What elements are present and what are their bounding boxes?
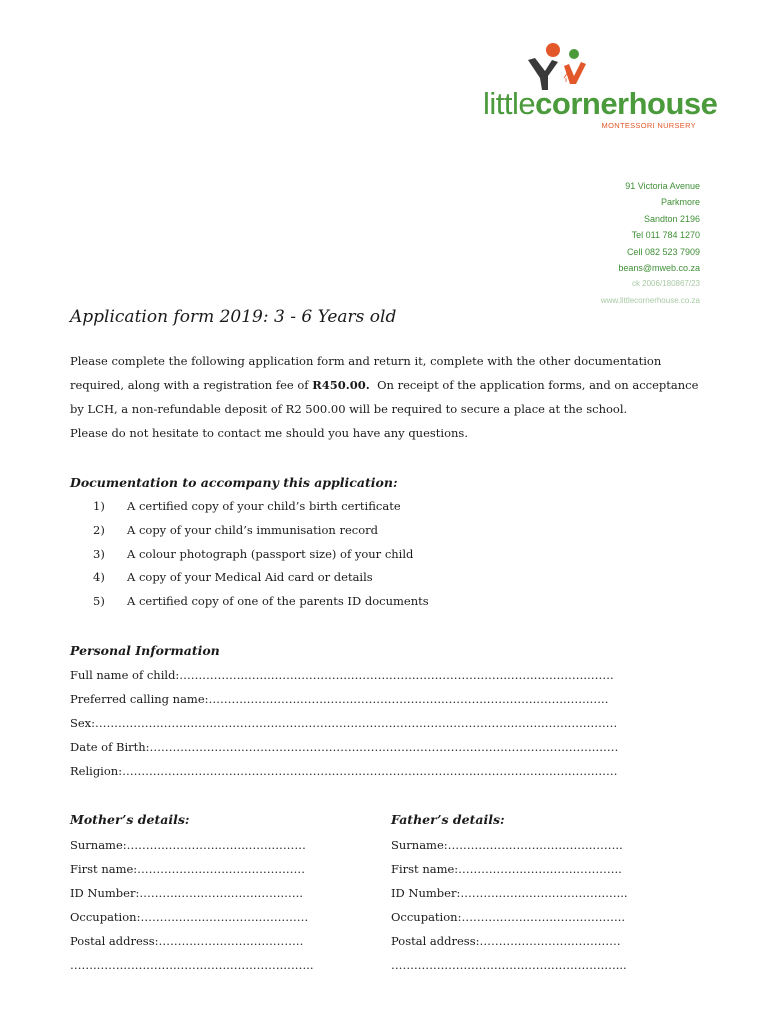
mother-details-fields: [70, 833, 314, 977]
list-item: [70, 566, 429, 590]
logo-head-green-icon: [569, 49, 579, 59]
religion-field[interactable]: Religion:……….…….…….…….…….……….…….…….…….……….…….…….……….…….…….…….……: [70, 764, 618, 778]
list-item: [70, 495, 429, 519]
father-postal-address-field[interactable]: Postal address:……….…….…….…….……: [391, 934, 621, 948]
mother-occupation-field[interactable]: Occupation:……….…….…….…….…….……: [70, 910, 309, 924]
mother-first-name-field[interactable]: First name:……….…….…….…….…….……: [70, 862, 305, 876]
list-item: [70, 543, 429, 567]
list-item: [70, 590, 429, 614]
address-block: [601, 178, 700, 309]
mother-postal-address-line-2[interactable]: …….…….…….…….…….…….…….…….……..: [70, 958, 314, 972]
address-suburb: Parkmore: [660, 197, 700, 208]
preferred-calling-name-field[interactable]: Preferred calling name:……….…….…….…….…….……….…….…….……….…….…….…….…….…..: [70, 692, 609, 706]
address-tel: Tel 011 784 1270: [631, 230, 700, 241]
list-item-number: 3): [93, 546, 105, 561]
list-item-text: A colour photograph (passport size) of your child: [127, 546, 414, 561]
list-item-text: A certified copy of your child’s birth certificate: [127, 499, 401, 513]
sex-field[interactable]: Sex:……….…….…….…….…….……….…….…….…….……….…….…….……….…….…….…….…….……: [70, 716, 618, 730]
list-item-number: 1): [93, 499, 105, 513]
personal-info-heading: Personal Information: [70, 643, 220, 658]
mother-details-heading: Mother’s details:: [70, 812, 190, 827]
intro-p1-before: Please complete the following application form and return it, complete with the other documentation required, along with a registration fee of: [70, 354, 662, 392]
father-details-heading: Father’s details:: [391, 812, 505, 827]
address-city: Sandton 2196: [643, 213, 700, 224]
father-surname-field[interactable]: Surname:……….…….…….…….…….……..: [391, 838, 623, 852]
date-of-birth-field[interactable]: Date of Birth:……….…….…….…….…….……….…….…….…….……….…….…….……….…….…….……: [70, 740, 619, 754]
logo-wordmark: [483, 88, 717, 119]
father-occupation-field[interactable]: Occupation:……….…….…….…….…….…..: [391, 910, 626, 924]
logo-head-orange-icon: [546, 43, 560, 57]
intro-p1-after: On receipt of the application forms, and on acceptance by LCH, a non-refundable deposit of R2 500.00 will be required to secure a place at the school.: [70, 378, 703, 416]
intro-text: [70, 349, 710, 445]
address-email[interactable]: beans@mweb.co.za: [618, 263, 700, 274]
registration-fee: R450.00.: [312, 378, 370, 392]
list-item-text: A copy of your child’s immunisation record: [127, 522, 378, 537]
list-item-text: A copy of your Medical Aid card or details: [127, 570, 373, 585]
list-item-number: 2): [93, 522, 105, 537]
list-item-number: 4): [93, 570, 105, 585]
address-website[interactable]: www.littlecornerhouse.co.za: [600, 295, 700, 305]
intro-paragraph-2: Please do not hesitate to contact me should you have any questions.: [70, 426, 468, 440]
page-title: Application form 2019: 3 - 6 Years old: [70, 307, 397, 327]
child-full-name-field[interactable]: Full name of child:…….……….…….…….…….…….……….…….…….……….…….…….…….…….…….: [70, 668, 614, 682]
mother-surname-field[interactable]: Surname:……….…….…….…….…….………: [70, 838, 306, 852]
personal-info-fields: [70, 663, 618, 783]
documentation-heading: Documentation to accompany this application:: [70, 475, 398, 490]
father-postal-address-line-2[interactable]: …….…….…….…….…….…….…….…….…...: [391, 958, 627, 972]
documentation-list: [70, 495, 429, 614]
address-cell: Cell 082 523 7909: [626, 246, 700, 257]
list-item-text: A certified copy of one of the parents ID documents: [127, 594, 429, 609]
address-registration: ck 2006/180867/23: [631, 279, 700, 289]
list-item: [70, 519, 429, 543]
mother-postal-address-field[interactable]: Postal address:……….…….…….…….…….: [70, 934, 304, 948]
logo-word-little: little: [483, 86, 536, 121]
logo-word-cornerhouse: cornerhouse: [535, 86, 718, 121]
address-street: 91 Victoria Avenue: [625, 181, 700, 191]
mother-id-number-field[interactable]: ID Number:……….…….…….…….…….…..: [70, 886, 303, 900]
list-item-number: 5): [93, 594, 105, 609]
intro-paragraph-1: [70, 349, 710, 421]
logo-subtitle: MONTESSORI NURSERY: [601, 121, 696, 130]
father-id-number-field[interactable]: ID Number:……….…….…….…….…….…...: [391, 886, 628, 900]
father-first-name-field[interactable]: First name:……….…….…….…….…….…..: [391, 862, 622, 876]
father-details-fields: [391, 833, 628, 977]
